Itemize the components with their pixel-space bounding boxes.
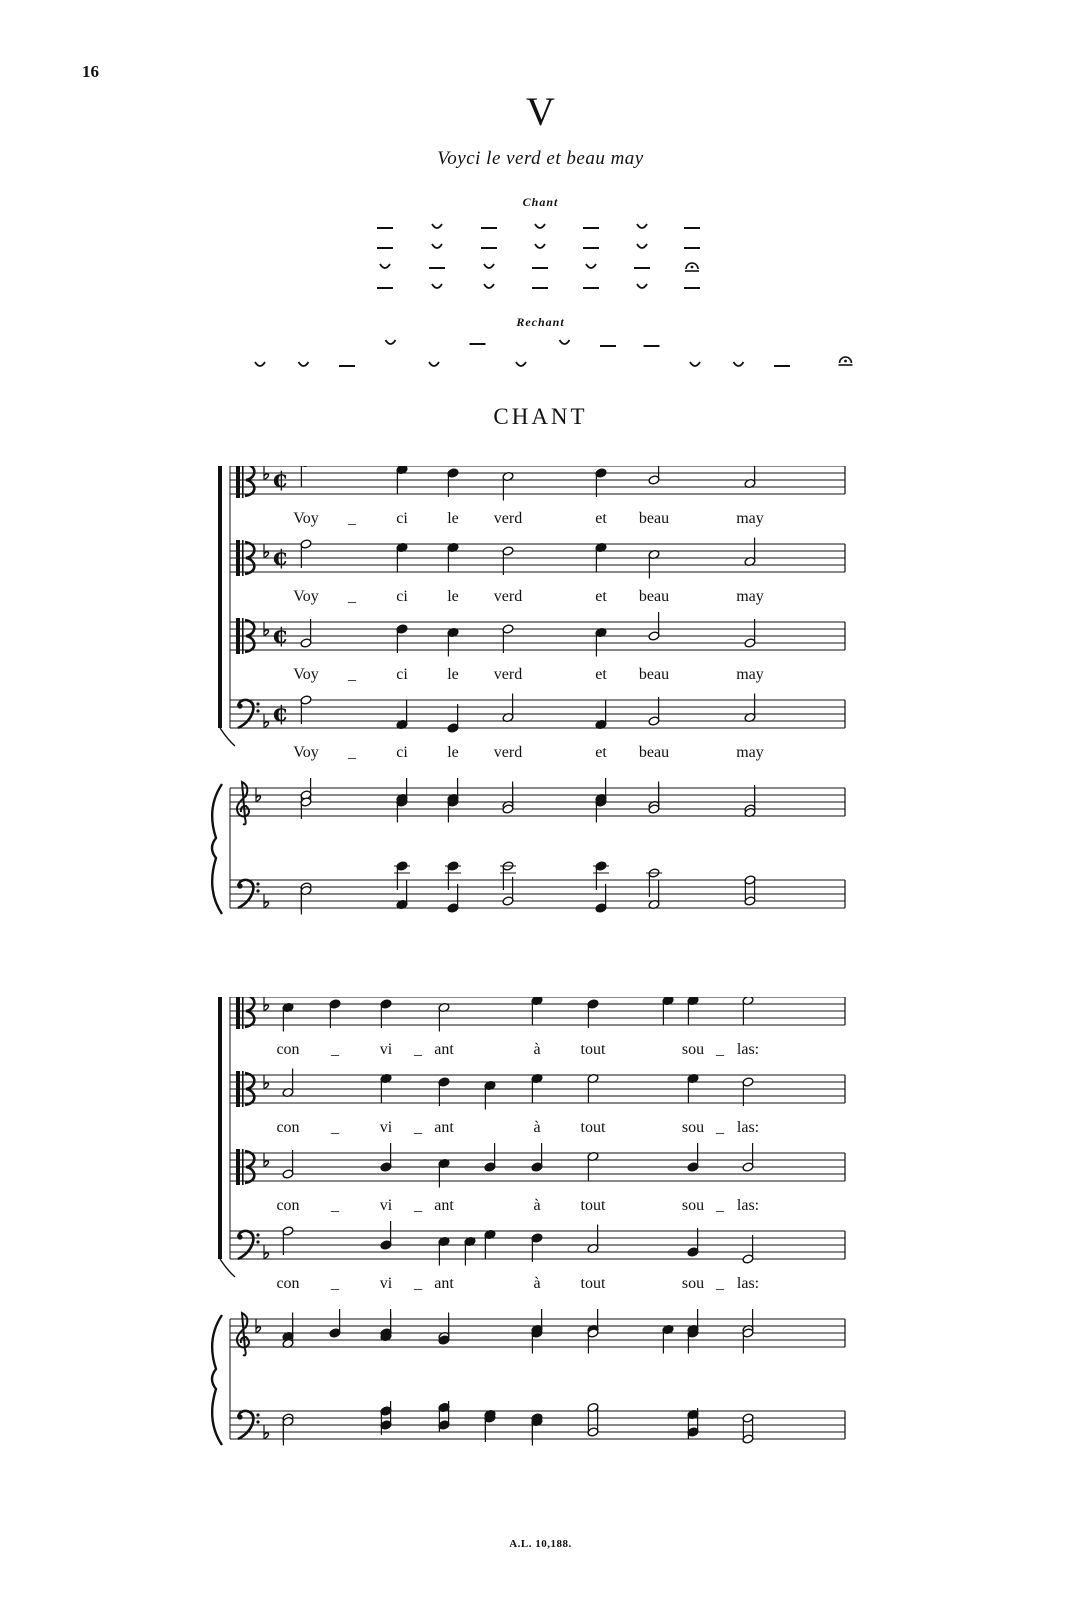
score-system-1: [0, 466, 1081, 941]
lyric-syllable: sou: [681, 1119, 705, 1136]
lyric-syllable: sou: [681, 1197, 705, 1214]
lyric-syllable: vi: [379, 1119, 393, 1136]
lyric-syllable: Voy: [293, 588, 319, 605]
lyric-syllable: et: [595, 744, 607, 761]
quarter-note: [531, 1309, 543, 1338]
quarter-note: [687, 1143, 699, 1172]
half-note: [502, 471, 514, 500]
lyric-syllable: vi: [379, 1197, 393, 1214]
quarter-note: [438, 1236, 450, 1265]
quarter-note: [438, 1316, 450, 1345]
time-signature: ¢: [272, 542, 289, 571]
quarter-note: [687, 1228, 699, 1257]
lyric-syllable: Voy: [293, 666, 319, 683]
quarter-note: [484, 1080, 496, 1109]
lyric-syllable: _: [716, 1275, 724, 1292]
rechant-meter-label: Rechant: [516, 315, 565, 329]
half-note: [742, 1309, 754, 1338]
rechant-mark-short: [516, 362, 526, 366]
half-note: [587, 1073, 599, 1102]
quarter-note: [282, 1002, 294, 1031]
lyric-syllable: tout: [580, 1041, 606, 1058]
rechant-mark-short: [560, 340, 570, 344]
lyric-syllable: le: [447, 744, 459, 761]
lyric-syllable: ci: [396, 666, 408, 683]
quarter-note: [329, 1309, 341, 1338]
quarter-note: [595, 627, 607, 656]
quarter-note: [447, 704, 459, 733]
half-note: [744, 619, 756, 648]
meter-mark-short: [432, 224, 442, 228]
meter-mark-short: [535, 224, 545, 228]
lyric-syllable: le: [447, 666, 459, 683]
quarter-note: [447, 778, 459, 807]
quarter-note: [396, 701, 408, 730]
quarter-note: [447, 468, 459, 497]
quarter-note: [380, 999, 392, 1028]
meter-scheme: [0, 0, 1081, 400]
c-clef-icon: [236, 997, 254, 1029]
quarter-note: [593, 861, 609, 890]
quarter-note: [438, 1077, 450, 1106]
lyric-syllable: sou: [681, 1275, 705, 1292]
lyric-syllable: _: [348, 510, 356, 527]
lyric-syllable: las:: [736, 1119, 760, 1136]
rechant-mark-short: [386, 340, 396, 344]
rechant-mark-short: [734, 362, 744, 366]
meter-mark-short: [535, 244, 545, 248]
half-note: [300, 466, 312, 487]
half-note: [282, 1226, 294, 1255]
lyric-syllable: _: [716, 1041, 724, 1058]
half-note: [282, 1150, 294, 1179]
page-number: 16: [82, 62, 99, 81]
quarter-note: [380, 1313, 392, 1342]
lyric-syllable: las:: [736, 1041, 760, 1058]
lyric-syllable: may: [736, 510, 764, 527]
half-note: [648, 612, 660, 641]
lyric-syllable: ant: [434, 1275, 454, 1292]
quarter-note: [464, 1236, 476, 1265]
quarter-note: [662, 1324, 674, 1353]
half-note: [300, 619, 312, 648]
quarter-note: [445, 861, 461, 890]
lyric-syllable: con: [276, 1197, 300, 1214]
quarter-note: [587, 999, 599, 1028]
half-note: [742, 1235, 754, 1264]
half-note: [502, 546, 514, 575]
half-note: [648, 549, 660, 578]
lyric-syllable: Voy: [293, 510, 319, 527]
half-note: [648, 466, 660, 485]
lyric-syllable: beau: [638, 666, 670, 683]
section-title: CHANT: [493, 404, 588, 429]
lyric-syllable: tout: [580, 1119, 606, 1136]
quarter-note: [531, 1416, 543, 1445]
quarter-note: [595, 778, 607, 807]
lyric-syllable: à: [533, 1197, 541, 1214]
lyric-syllable: Voy: [293, 744, 319, 761]
piano-brace: [212, 784, 222, 914]
lyric-syllable: _: [331, 1041, 339, 1058]
quarter-note: [595, 542, 607, 571]
lyric-syllable: à: [533, 1119, 541, 1136]
plate-number: A.L. 10,188.: [509, 1538, 572, 1550]
piano-brace: [212, 1315, 222, 1445]
quarter-note: [484, 1229, 496, 1258]
half-note: [742, 1077, 754, 1106]
meter-mark-short: [586, 264, 596, 268]
meter-mark-short: [484, 284, 494, 288]
lyric-syllable: vi: [379, 1041, 393, 1058]
quarter-note: [396, 778, 408, 807]
lyric-syllable: _: [348, 666, 356, 683]
half-note: [502, 785, 514, 814]
rechant-mark-short: [299, 362, 309, 366]
quarter-note: [531, 1073, 543, 1102]
lyric-syllable: may: [736, 588, 764, 605]
lyric-syllable: et: [595, 588, 607, 605]
lyric-syllable: tout: [580, 1197, 606, 1214]
lyric-syllable: beau: [638, 510, 670, 527]
lyric-syllable: ant: [434, 1119, 454, 1136]
lyric-syllable: verd: [493, 744, 523, 761]
quarter-note: [447, 627, 459, 656]
half-note: [744, 789, 756, 818]
quarter-note: [396, 624, 408, 653]
lyric-syllable: _: [414, 1119, 422, 1136]
half-note: [744, 694, 756, 723]
lyric-syllable: ant: [434, 1197, 454, 1214]
half-note: [744, 466, 756, 489]
lyric-syllable: _: [716, 1197, 724, 1214]
quarter-note: [380, 1143, 392, 1172]
half-note: [587, 1151, 599, 1180]
lyric-syllable: beau: [638, 588, 670, 605]
time-signature: ¢: [272, 698, 289, 727]
quarter-note: [394, 861, 410, 890]
lyric-syllable: vi: [379, 1275, 393, 1292]
lyric-syllable: ci: [396, 510, 408, 527]
quarter-note: [447, 542, 459, 571]
rechant-mark-short: [690, 362, 700, 366]
score-system-2: [0, 997, 1081, 1472]
half-note: [300, 695, 312, 724]
time-signature: ¢: [272, 620, 289, 649]
quarter-note: [687, 1309, 699, 1338]
lyric-syllable: may: [736, 666, 764, 683]
lyric-syllable: con: [276, 1119, 300, 1136]
lyric-syllable: verd: [493, 666, 523, 683]
piece-title: Voyci le verd et beau may: [437, 148, 644, 169]
lyric-syllable: et: [595, 666, 607, 683]
half-note: [502, 624, 514, 653]
time-signature: ¢: [272, 466, 289, 493]
lyric-syllable: _: [348, 588, 356, 605]
meter-mark-short: [432, 244, 442, 248]
lyric-syllable: à: [533, 1275, 541, 1292]
meter-mark-short: [380, 264, 390, 268]
system-bracket: [218, 997, 235, 1277]
half-note: [500, 861, 516, 890]
lyric-syllable: las:: [736, 1197, 760, 1214]
half-note: [282, 1416, 294, 1445]
lyric-syllable: ant: [434, 1041, 454, 1058]
lyric-syllable: le: [447, 588, 459, 605]
quarter-note: [329, 999, 341, 1028]
half-note: [300, 539, 312, 568]
system-bracket: [218, 466, 235, 746]
meter-mark-fermata: [685, 263, 699, 271]
quarter-note: [380, 1221, 392, 1250]
lyric-syllable: _: [414, 1041, 422, 1058]
lyric-syllable: tout: [580, 1275, 606, 1292]
lyric-syllable: con: [276, 1275, 300, 1292]
half-note: [587, 1309, 599, 1338]
quarter-note: [438, 1158, 450, 1187]
meter-mark-short: [432, 284, 442, 288]
lyric-syllable: le: [447, 510, 459, 527]
quarter-note: [531, 1143, 543, 1172]
quarter-note: [595, 701, 607, 730]
lyric-syllable: las:: [736, 1275, 760, 1292]
lyric-syllable: et: [595, 510, 607, 527]
lyric-syllable: _: [331, 1197, 339, 1214]
quarter-note: [380, 1073, 392, 1102]
lyric-syllable: _: [331, 1275, 339, 1292]
lyric-syllable: ci: [396, 588, 408, 605]
lyric-syllable: _: [414, 1275, 422, 1292]
lyric-syllable: _: [331, 1119, 339, 1136]
lyric-syllable: sou: [681, 1041, 705, 1058]
lyric-syllable: ci: [396, 744, 408, 761]
quarter-note: [396, 542, 408, 571]
chant-meter-label: Chant: [522, 195, 559, 209]
half-note: [742, 1143, 754, 1172]
half-note: [744, 538, 756, 567]
meter-mark-short: [637, 224, 647, 228]
meter-mark-short: [637, 284, 647, 288]
lyric-syllable: _: [348, 744, 356, 761]
lyric-syllable: may: [736, 744, 764, 761]
rechant-mark-short: [429, 362, 439, 366]
half-note: [648, 697, 660, 726]
meter-mark-short: [484, 264, 494, 268]
notation: [0, 997, 1081, 1467]
lyric-syllable: _: [414, 1197, 422, 1214]
meter-mark-short: [637, 244, 647, 248]
rechant-mark-short: [255, 362, 265, 366]
half-note: [300, 885, 312, 914]
notation: [0, 466, 1081, 936]
piece-number: V: [526, 89, 555, 134]
half-note: [438, 1002, 450, 1031]
lyric-syllable: beau: [638, 744, 670, 761]
half-note: [502, 694, 514, 723]
lyric-syllable: verd: [493, 510, 523, 527]
lyric-syllable: con: [276, 1041, 300, 1058]
half-note: [648, 785, 660, 814]
lyric-syllable: verd: [493, 588, 523, 605]
quarter-note: [484, 1143, 496, 1172]
c-clef-icon: [236, 466, 254, 498]
lyric-syllable: à: [533, 1041, 541, 1058]
lyric-syllable: _: [716, 1119, 724, 1136]
quarter-note: [484, 1413, 496, 1442]
half-note: [587, 1225, 599, 1254]
half-note: [646, 868, 662, 897]
rechant-mark-fermata: [839, 357, 853, 365]
quarter-note: [687, 1073, 699, 1102]
quarter-note: [531, 1233, 543, 1262]
quarter-note: [595, 468, 607, 497]
half-note: [282, 1069, 294, 1098]
